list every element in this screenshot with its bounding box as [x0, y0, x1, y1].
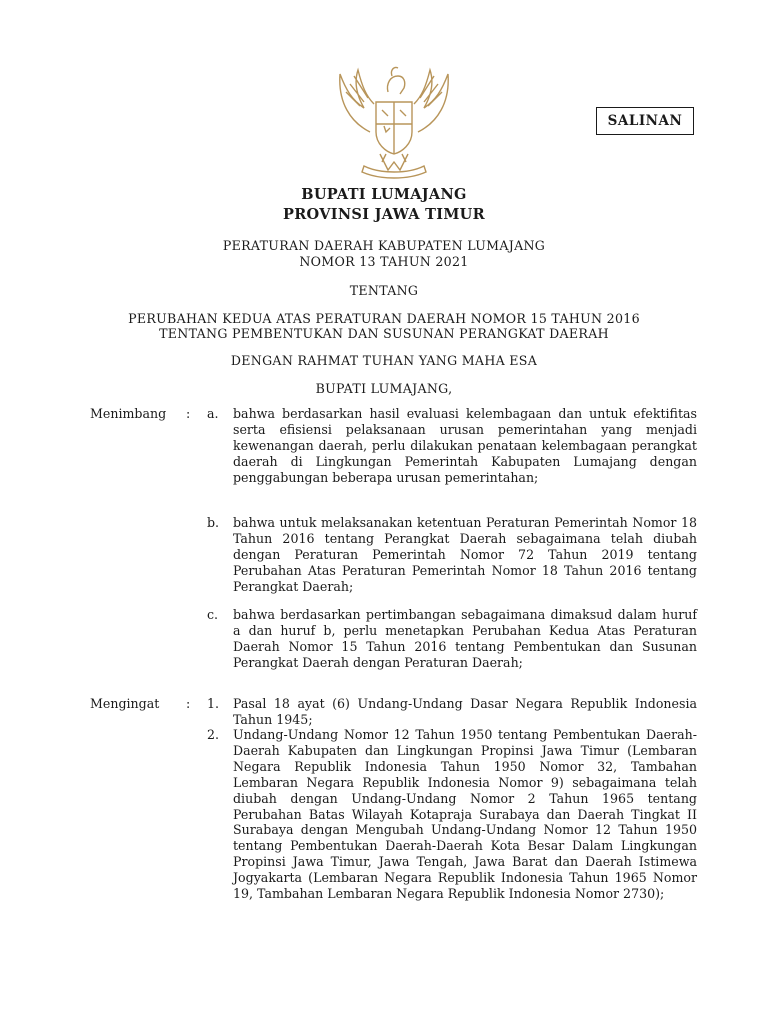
mengingat-marker-2: 2.: [207, 727, 220, 742]
subject-line-2: TENTANG PEMBENTUKAN DAN SUSUNAN PERANGKAT DAERAH: [159, 326, 609, 341]
menimbang-marker-a: a.: [207, 406, 219, 421]
menimbang-item-b: bahwa untuk melaksanakan ketentuan Peraturan Pemerintah Nomor 18 Tahun 2016 tentang Perangkat Daerah sebagaimana telah diubah dengan Peraturan Pemerintah Nomor 72 Tahun 2019 tentang Perubahan Atas Peraturan Pemerintah Nomor 18 Tahun 2016 tentang Perangkat Daerah;: [233, 515, 697, 594]
mengingat-item-1: Pasal 18 ayat (6) Undang-Undang Dasar Negara Republik Indonesia Tahun 1945;: [233, 696, 697, 727]
menimbang-marker-c: c.: [207, 607, 219, 622]
mengingat-label: Mengingat: [90, 696, 160, 711]
mengingat-colon: :: [186, 696, 191, 711]
blessing-line: DENGAN RAHMAT TUHAN YANG MAHA ESA: [230, 353, 538, 368]
regulation-title: PERATURAN DAERAH KABUPATEN LUMAJANG: [222, 238, 546, 253]
regulation-number: NOMOR 13 TAHUN 2021: [299, 254, 469, 269]
garuda-pancasila-emblem: [330, 62, 458, 180]
mengingat-item-2: Undang-Undang Nomor 12 Tahun 1950 tentang Pembentukan Daerah-Daerah Kabupaten dan Lingkungan Propinsi Jawa Timur (Lembaran Negara Republik Indonesia Tahun 1950 Nomor 32, Tambahan Lembaran Negara Republik Indonesia Nomor 9) sebagaimana telah diubah dengan Undang-Undang Nomor 2 Tahun 1965 tentang Perubahan Batas Wilayah Kotapraja Surabaya dan Daerah Tingkat II Surabaya dengan Mengubah Undang-Undang Nomor 12 Tahun 1950 tentang Pembentukan Daerah-Daerah Kota Besar Dalam Lingkungan Propinsi Jawa Timur, Jawa Tengah, Jawa Barat dan Daerah Istimewa Jogyakarta (Lembaran Negara Republik Indonesia Tahun 1965 Nomor 19, Tambahan Lembaran Negara Republik Indonesia Nomor 2730);: [233, 727, 697, 902]
menimbang-colon: :: [186, 406, 191, 421]
menimbang-label: Menimbang: [90, 406, 167, 421]
menimbang-item-c: bahwa berdasarkan pertimbangan sebagaimana dimaksud dalam huruf a dan huruf b, perlu menetapkan Perubahan Kedua Atas Peraturan Daerah Nomor 15 Tahun 2016 tentang Pembentukan dan Susunan Perangkat Daerah dengan Peraturan Daerah;: [233, 607, 697, 670]
menimbang-item-a: bahwa berdasarkan hasil evaluasi kelembagaan dan untuk efektifitas serta efisiensi pelaksanaan urusan pemerintahan yang menjadi kewenangan daerah, perlu dilakukan penataan kelembagaan perangkat daerah di Lingkungan Pemerintah Kabupaten Lumajang dengan penggabungan beberapa urusan pemerintahan;: [233, 406, 697, 485]
mengingat-marker-1: 1.: [207, 696, 220, 711]
province-title: PROVINSI JAWA TIMUR: [283, 206, 485, 223]
about-label: TENTANG: [349, 283, 419, 298]
regent-title: BUPATI LUMAJANG: [301, 186, 467, 203]
subject-line-1: PERUBAHAN KEDUA ATAS PERATURAN DAERAH NOMOR 15 TAHUN 2016: [128, 311, 640, 326]
authority-line: BUPATI LUMAJANG,: [315, 381, 453, 396]
menimbang-marker-b: b.: [207, 515, 220, 530]
salinan-stamp: SALINAN: [596, 107, 694, 135]
